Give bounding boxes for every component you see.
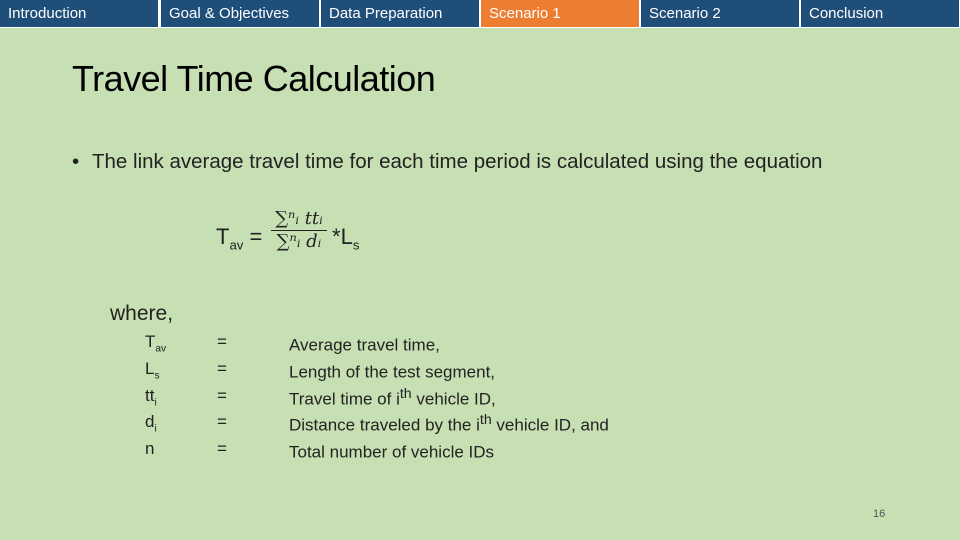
equation-rhs: $*L_s$ <box>332 224 360 253</box>
definition-symbol: $tt_i$ <box>145 385 157 408</box>
definition-text: Length of the test segment, <box>289 362 496 382</box>
top-navigation <box>0 0 960 28</box>
tab-data-preparation[interactable]: Data Preparation <box>321 0 479 27</box>
equation-numerator: ∑ⁿᵢ ttᵢ <box>271 208 327 231</box>
tab-scenario-1[interactable]: Scenario 1 <box>481 0 639 27</box>
definition-equals: = <box>217 332 227 351</box>
definition-equals: = <box>217 439 227 459</box>
definition-symbol: n <box>145 439 155 459</box>
definition-symbol: $T_{av}$ <box>145 332 167 355</box>
definition-equals: = <box>217 358 227 378</box>
where-label: where, <box>110 302 174 325</box>
definition-text: Travel time of $i^{th}$ vehicle ID, <box>289 385 496 409</box>
definition-text: Total number of vehicle IDs <box>289 442 495 462</box>
definition-equals: = <box>217 385 227 405</box>
slide-title: Travel Time Calculation <box>72 58 436 99</box>
equation-lhs: $T_{av}$ = <box>216 224 263 253</box>
definition-equals: = <box>217 412 227 432</box>
definition-text: Average travel time, <box>289 335 440 355</box>
definition-symbol: $L_s$ <box>145 358 160 382</box>
bullet-point <box>72 148 832 175</box>
tab-conclusion[interactable]: Conclusion <box>801 0 959 27</box>
bullet-icon: • <box>72 150 80 173</box>
equation-denominator: ∑ⁿᵢ dᵢ <box>276 231 322 252</box>
page-number: 16 <box>873 508 886 520</box>
definition-symbol: $d_i$ <box>145 412 157 435</box>
tab-introduction[interactable]: Introduction <box>0 0 158 27</box>
equation-fraction <box>271 208 327 252</box>
tab-scenario-2[interactable]: Scenario 2 <box>641 0 799 27</box>
bullet-text: The link average travel time for each time period is calculated using the equation <box>92 150 823 173</box>
tab-goal-objectives[interactable]: Goal & Objectives <box>161 0 319 27</box>
definition-text: Distance traveled by the $i^{th}$ vehicle ID, and <box>289 412 609 436</box>
